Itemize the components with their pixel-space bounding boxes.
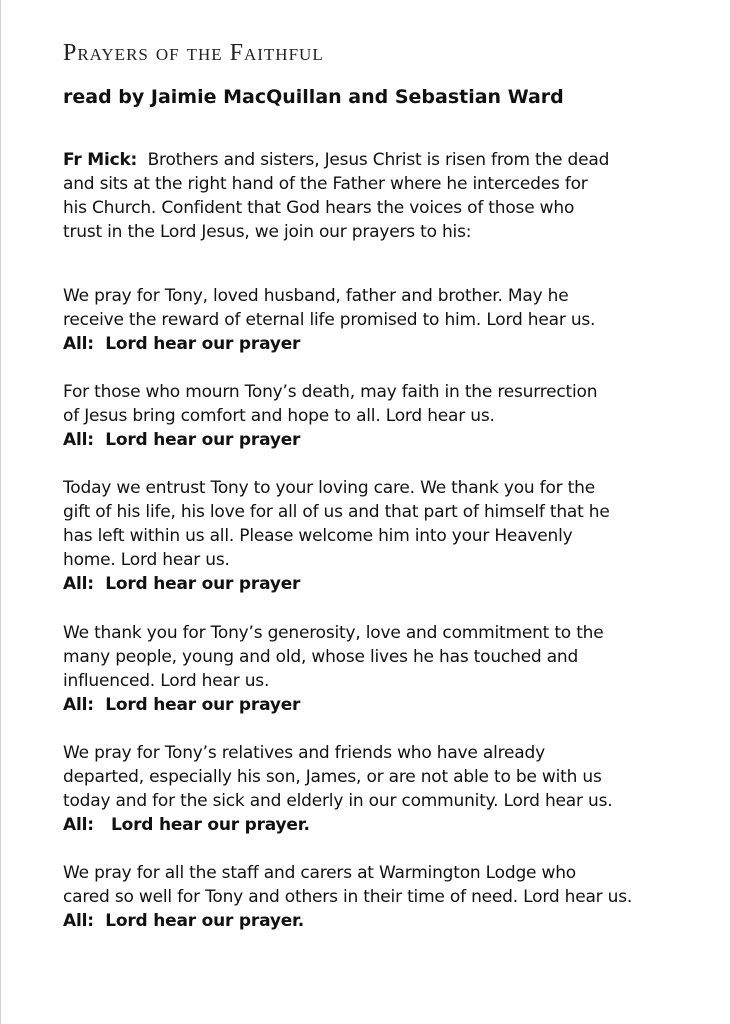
petition-5-text: We pray for Tony’s relatives and friends who have already departed, especially his son, James, or are not able to be with us today and for the sick and elderly in our community. Lord hear us. bbox=[63, 743, 613, 811]
page-title: Prayers of the Faithful bbox=[63, 40, 324, 66]
petition-3-response: All: Lord hear our prayer bbox=[63, 574, 301, 594]
petition-1-text: We pray for Tony, loved husband, father and brother. May he receive the reward of eternal life promised to him. Lord hear us. bbox=[63, 286, 596, 330]
intro-text: Brothers and sisters, Jesus Christ is risen from the dead and sits at the right hand of the Father where he intercedes for his Church. Confident that God hears the voices of those who trust in the Lord Jesus, we join our prayers to his: bbox=[63, 150, 610, 242]
petition-2-response: All: Lord hear our prayer bbox=[63, 430, 301, 450]
petition-4-response: All: Lord hear our prayer bbox=[63, 695, 301, 715]
page-subtitle: read by Jaimie MacQuillan and Sebastian Ward bbox=[63, 86, 564, 108]
intro-speaker: Fr Mick: bbox=[63, 150, 138, 170]
petition-6-response: All: Lord hear our prayer. bbox=[63, 911, 305, 931]
intro-paragraph bbox=[63, 148, 723, 244]
petition-4-text: We thank you for Tony’s generosity, love and commitment to the many people, young and old, whose lives he has touched and influenced. Lord hear us. bbox=[63, 623, 604, 691]
petition-1-response: All: Lord hear our prayer bbox=[63, 334, 301, 354]
petition-6-text: We pray for all the staff and carers at Warmington Lodge who cared so well for Tony and others in their time of need. Lord hear us. bbox=[63, 863, 633, 907]
petition-5-response: All: Lord hear our prayer. bbox=[63, 815, 310, 835]
petition-2-text: For those who mourn Tony’s death, may faith in the resurrection of Jesus bring comfort and hope to all. Lord hear us. bbox=[63, 382, 598, 426]
petition-3-text: Today we entrust Tony to your loving care. We thank you for the gift of his life, his love for all of us and that part of himself that he has left within us all. Please welcome him into your Heavenly home. Lord hear us. bbox=[63, 478, 610, 570]
